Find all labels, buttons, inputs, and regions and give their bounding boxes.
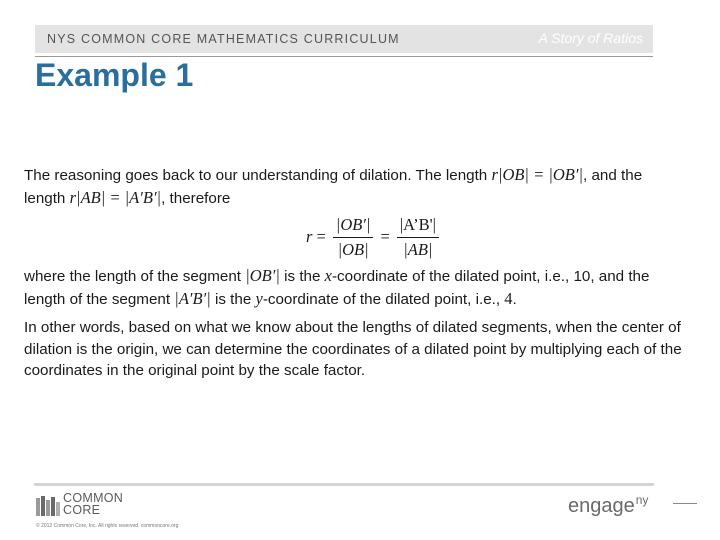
scale-factor-equation bbox=[54, 209, 694, 265]
engageny-logo bbox=[568, 493, 648, 518]
text-run: where the length of the segment bbox=[24, 268, 246, 285]
text-run: . bbox=[512, 290, 517, 308]
math-expression: r|OB| = |OB′| bbox=[491, 165, 584, 184]
curriculum-label: NYS COMMON CORE MATHEMATICS CURRICULUM bbox=[47, 32, 400, 46]
summary-paragraph: In other words, based on what we know about the lengths of dilated segments, when the center of dilation is the origin, we can determine the coordinates of a dilated point by multiplying each of the coordinates in the original point by the scale factor. bbox=[24, 319, 682, 379]
common-core-logo-icon bbox=[36, 496, 60, 516]
fraction-denominator: |OB| bbox=[337, 239, 369, 259]
math-expression: r|AB| = |A′B′| bbox=[69, 187, 162, 207]
copyright-notice: © 2012 Common Core, Inc. All rights reserved. commoncore.org bbox=[36, 523, 179, 529]
header-bar bbox=[35, 25, 653, 53]
text-run: is the bbox=[279, 268, 325, 285]
math-number: 4 bbox=[504, 288, 513, 308]
fraction-denominator: |AB| bbox=[403, 239, 433, 259]
text-run: -coordinate of the dilated point, i.e., 10, and the bbox=[331, 268, 650, 285]
text-run: is the bbox=[210, 290, 256, 308]
page-title: Example 1 bbox=[35, 57, 194, 93]
text-run: , and the bbox=[583, 167, 643, 184]
text-run: length bbox=[24, 189, 70, 207]
engage-wordmark: engage bbox=[568, 495, 635, 517]
equation-lhs: r bbox=[306, 227, 313, 247]
slide-content bbox=[24, 164, 694, 382]
math-variable: y bbox=[255, 288, 263, 308]
fraction-numerator: |A’B'| bbox=[397, 214, 439, 238]
text-run: length of the segment bbox=[24, 290, 175, 308]
segment-length-paragraph bbox=[24, 265, 694, 310]
math-expression: |A′B′| bbox=[174, 288, 211, 308]
logo-line: CORE bbox=[63, 503, 101, 517]
reasoning-paragraph bbox=[24, 164, 694, 209]
equals-sign: = bbox=[316, 227, 326, 247]
text-run: The reasoning goes back to our understanding of dilation. The length bbox=[24, 167, 492, 184]
fraction-ab bbox=[397, 214, 439, 260]
text-run: , therefore bbox=[161, 189, 231, 207]
ny-wordmark: ny bbox=[635, 493, 649, 507]
equals-sign: = bbox=[380, 227, 390, 247]
footer-bar bbox=[34, 483, 654, 486]
text-run: -coordinate of the dilated point, i.e., bbox=[262, 290, 505, 308]
math-variable: x bbox=[324, 266, 332, 285]
common-core-logo-text bbox=[63, 492, 133, 516]
footer-accent-line bbox=[673, 503, 697, 504]
math-expression: |OB′| bbox=[245, 266, 280, 285]
fraction-numerator: |OB′| bbox=[333, 214, 374, 238]
fraction-ob bbox=[333, 214, 374, 260]
series-label: A Story of Ratios bbox=[538, 30, 643, 46]
logo-line: COMMON bbox=[63, 491, 124, 505]
